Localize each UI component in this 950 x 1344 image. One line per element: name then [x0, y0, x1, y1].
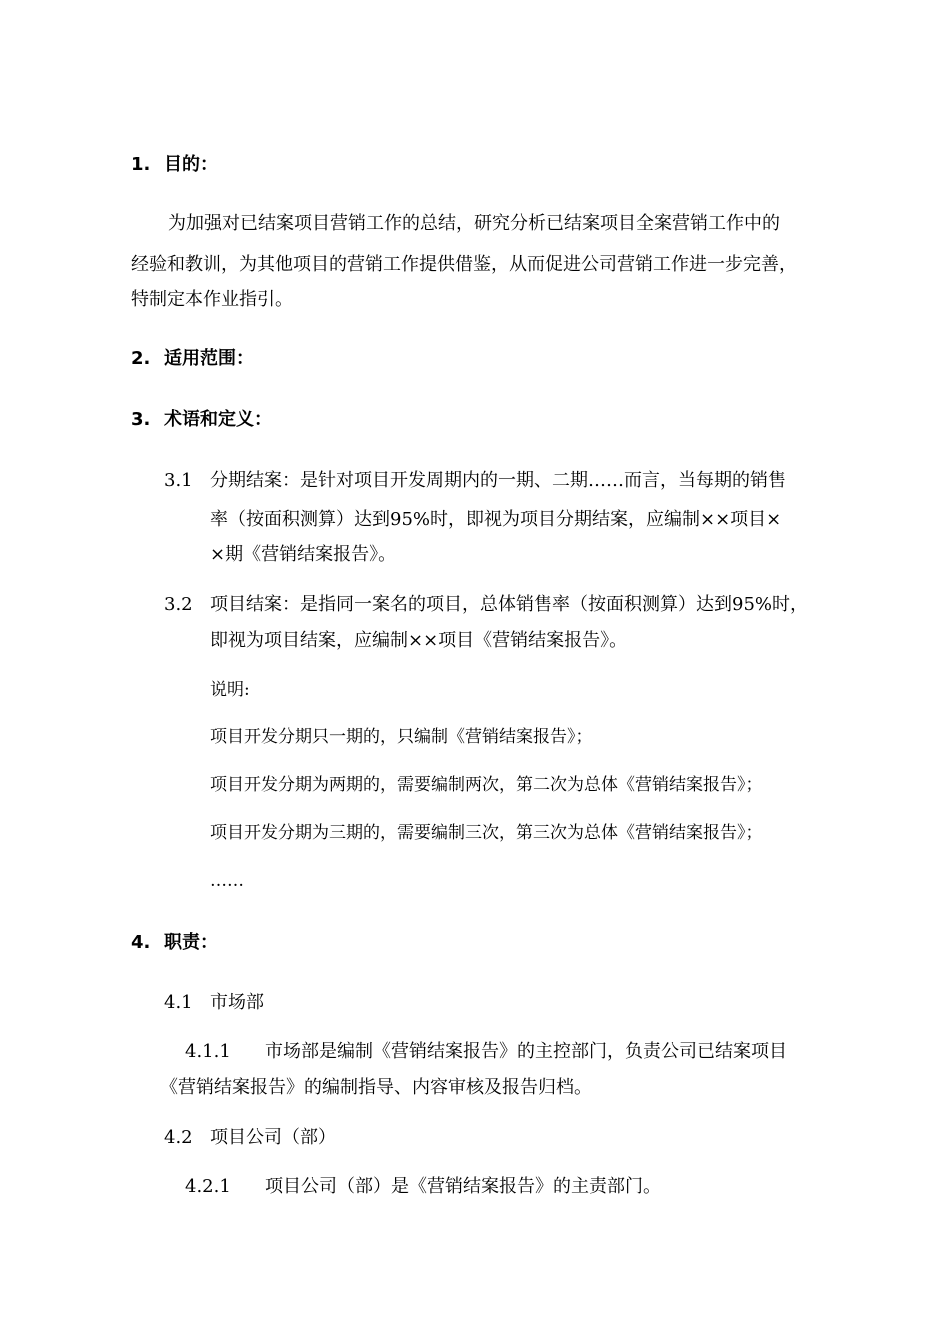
item-3-1-line-2: 率（按面积测算）达到95%时，即视为项目分期结案，应编制××项目×	[210, 509, 782, 530]
item-3-1-number: 3.1	[164, 470, 193, 491]
section-2-number: 2.	[131, 348, 151, 369]
section-1-para-line-1: 为加强对已结案项目营销工作的总结，研究分析已结案项目全案营销工作中的	[168, 213, 780, 234]
section-1-number: 1.	[131, 154, 151, 175]
item-4-2-number: 4.2	[164, 1127, 193, 1148]
item-4-2-title: 项目公司（部）	[210, 1127, 336, 1148]
item-4-1-1-number: 4.1.1	[185, 1041, 231, 1062]
note-label: 说明:	[210, 680, 250, 700]
item-3-1-line-1: 分期结案：是针对项目开发周期内的一期、二期……而言，当每期的销售	[210, 470, 786, 491]
item-3-2-line-1: 项目结案：是指同一案名的项目，总体销售率（按面积测算）达到95%时，	[210, 594, 809, 615]
note-ellipsis: ……	[210, 871, 244, 891]
section-4-number: 4.	[131, 932, 151, 953]
note-line-3: 项目开发分期为三期的，需要编制三次，第三次为总体《营销结案报告》；	[210, 823, 763, 843]
note-line-1: 项目开发分期只一期的，只编制《营销结案报告》；	[210, 727, 593, 747]
item-3-1-line-3: ×期《营销结案报告》。	[210, 544, 397, 565]
section-1-para-line-2: 经验和教训，为其他项目的营销工作提供借鉴，从而促进公司营销工作进一步完善，	[131, 254, 797, 275]
item-3-2-line-2: 即视为项目结案，应编制××项目《营销结案报告》。	[210, 630, 628, 651]
section-4-title: 职责：	[164, 932, 218, 953]
item-4-1-number: 4.1	[164, 992, 193, 1013]
item-4-1-1-line-1: 市场部是编制《营销结案报告》的主控部门，负责公司已结案项目	[265, 1041, 787, 1062]
item-4-1-title: 市场部	[210, 992, 264, 1013]
section-3-title: 术语和定义：	[164, 409, 272, 430]
section-2-heading	[131, 347, 254, 371]
section-3-heading	[131, 408, 272, 432]
section-1-title: 目的：	[164, 154, 218, 175]
item-4-2-1-number: 4.2.1	[185, 1176, 231, 1197]
section-2-title: 适用范围：	[164, 348, 254, 369]
note-line-2: 项目开发分期为两期的，需要编制两次，第二次为总体《营销结案报告》；	[210, 775, 763, 795]
section-3-number: 3.	[131, 409, 151, 430]
section-1-para-line-3: 特制定本作业指引。	[131, 289, 293, 310]
item-4-1-1-line-2: 《营销结案报告》的编制指导、内容审核及报告归档。	[160, 1077, 592, 1098]
section-4-heading	[131, 931, 218, 955]
section-1-heading	[131, 153, 218, 177]
item-4-2-1-text: 项目公司（部）是《营销结案报告》的主责部门。	[265, 1176, 661, 1197]
item-3-2-number: 3.2	[164, 594, 193, 615]
